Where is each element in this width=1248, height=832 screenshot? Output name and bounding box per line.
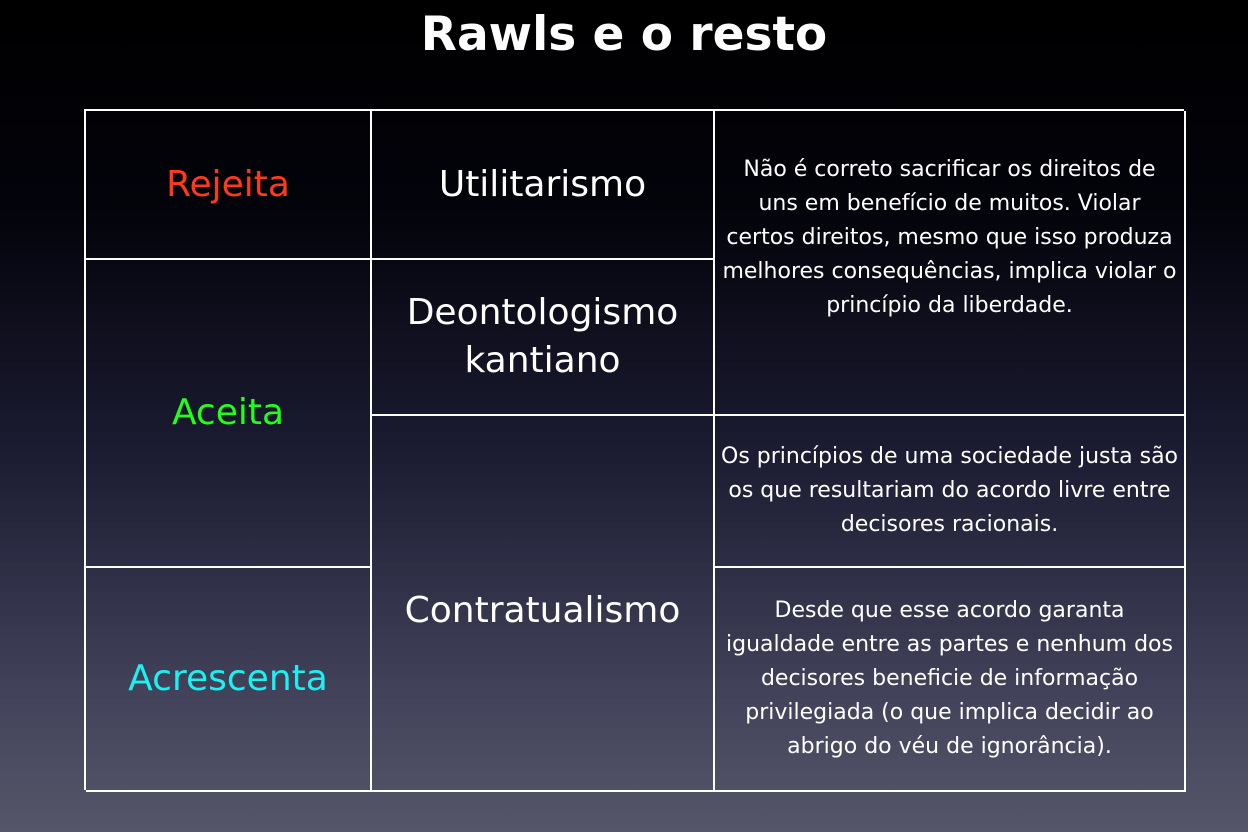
comparison-table <box>84 109 1184 790</box>
label-rejeita-cell <box>86 111 372 260</box>
theory-deontologismo-cell <box>372 260 715 416</box>
label-acrescenta: Acrescenta <box>128 658 328 699</box>
description-acordo-cell <box>715 416 1186 568</box>
theory-utilitarismo: Utilitarismo <box>438 163 647 205</box>
label-aceita-cell <box>86 260 372 568</box>
description-direitos-cell <box>715 111 1186 416</box>
theory-contratualismo: Contratualismo <box>404 590 681 631</box>
slide-title: Rawls e o resto <box>420 7 828 62</box>
label-rejeita: Rejeita <box>166 163 290 205</box>
description-igualdade-cell <box>715 568 1186 792</box>
theory-contratualismo-cell <box>372 416 715 792</box>
theory-deontologismo: Deontologismo kantiano <box>406 292 679 381</box>
description-igualdade: Desde que esse acordo garanta igualdade entre as partes e nenhum dos decisores beneficie de informação privilegiada (o que implica decidir ao abrigo do véu de ignorância). <box>726 598 1173 759</box>
theory-utilitarismo-cell <box>372 111 715 260</box>
description-acordo: Os princípios de uma sociedade justa são os que resultariam do acordo livre entre decisores racionais. <box>721 444 1179 537</box>
label-acrescenta-cell <box>86 568 372 792</box>
label-aceita: Aceita <box>171 392 285 433</box>
description-direitos: Não é correto sacrificar os direitos de uns em benefício de muitos. Violar certos direitos, mesmo que isso produza melhores consequências, implica violar o princípio da liberdade. <box>722 157 1177 318</box>
